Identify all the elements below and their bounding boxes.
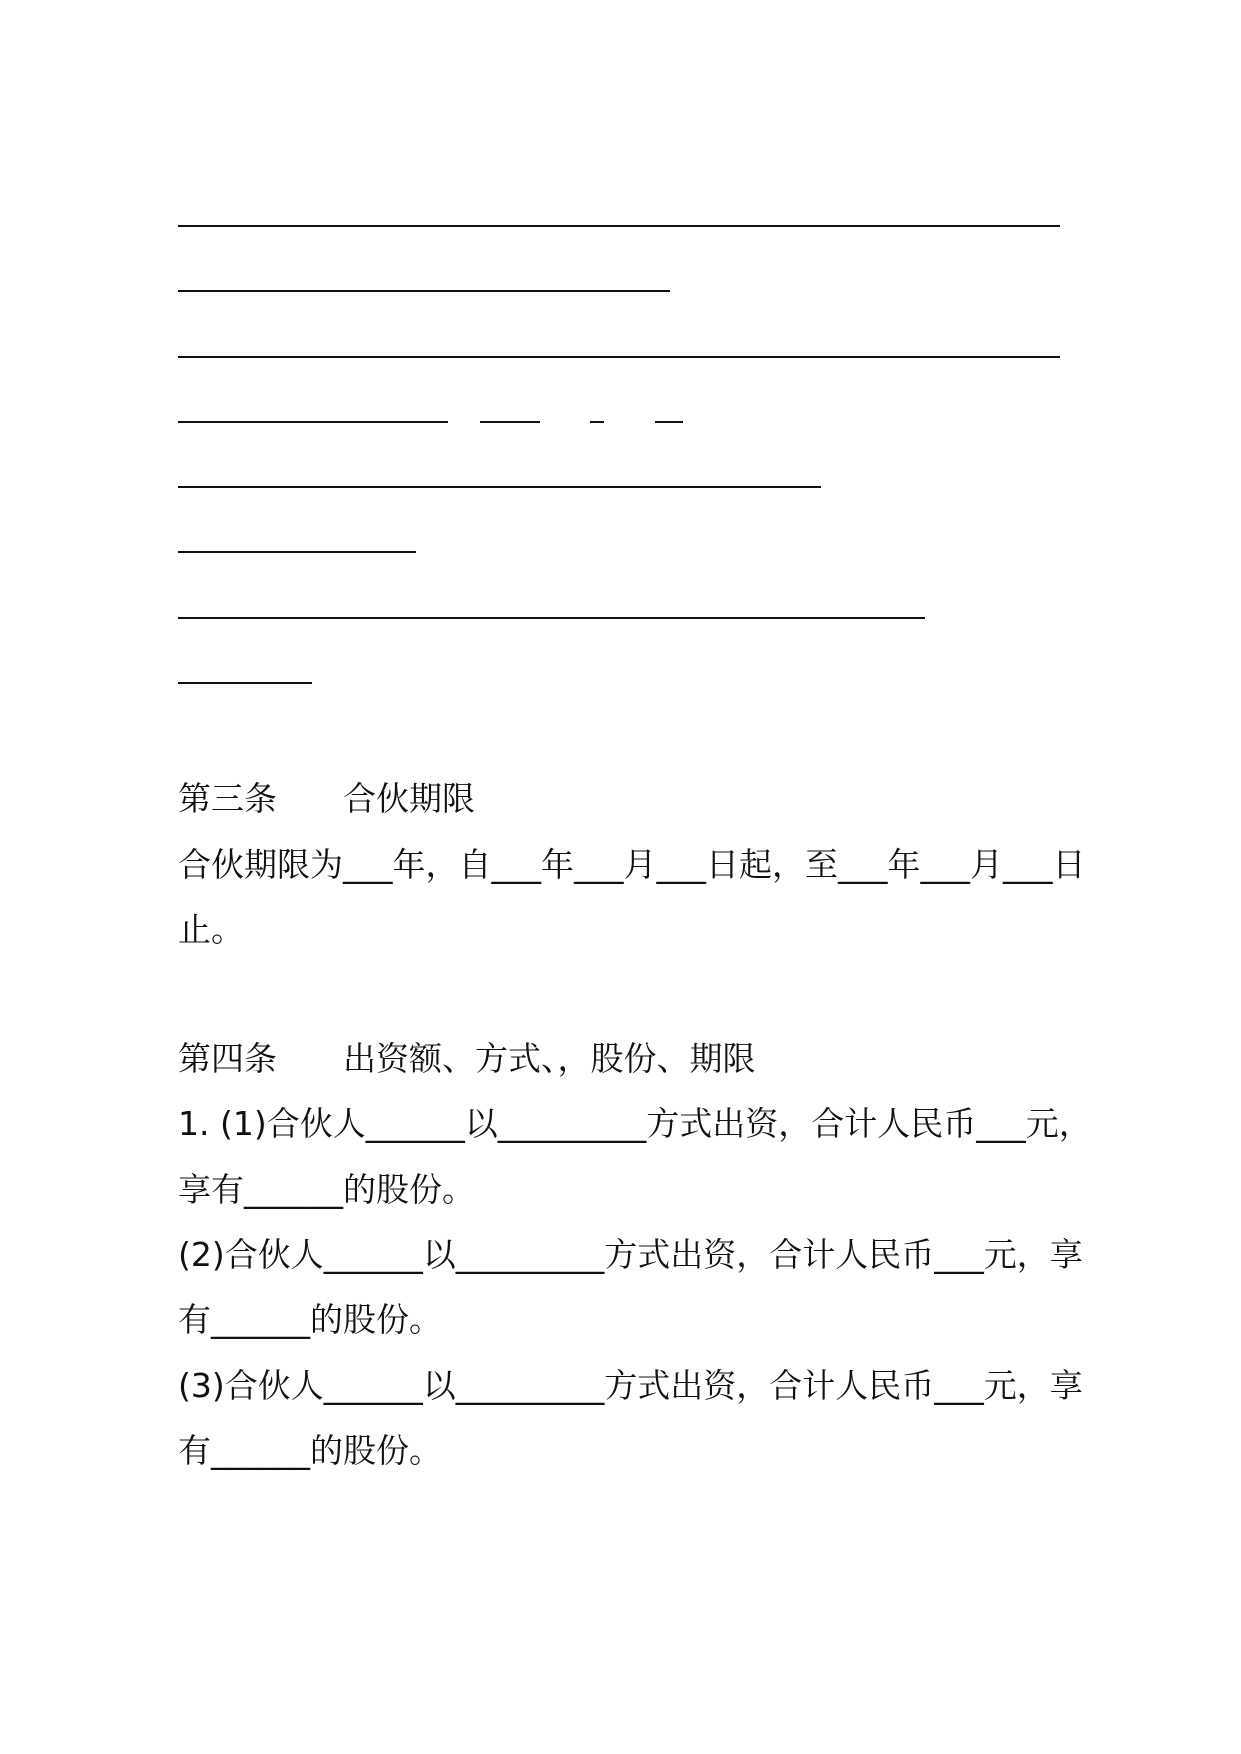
blank-line bbox=[178, 290, 670, 292]
article4-item1-line2: 享有______的股份。 bbox=[178, 1170, 475, 1209]
article3-body-line1: 合伙期限为___年，自___年___月___日起，至___年___月___日 bbox=[178, 845, 1086, 884]
article4-item1-line1: 1. (1)合伙人______以_________方式出资，合计人民币___元， bbox=[178, 1104, 1092, 1143]
article4-heading: 第四条 出资额、方式、，股份、期限 bbox=[178, 1039, 756, 1078]
blank-line bbox=[178, 486, 821, 488]
blank-line bbox=[178, 551, 416, 553]
blank-line bbox=[178, 356, 1060, 358]
article4-item3-line1: (3)合伙人______以_________方式出资，合计人民币___元，享 bbox=[178, 1366, 1083, 1405]
blank-line bbox=[590, 421, 604, 423]
blank-line bbox=[178, 225, 1060, 227]
blank-line bbox=[178, 682, 312, 684]
blank-line bbox=[480, 421, 540, 423]
article3-heading: 第三条 合伙期限 bbox=[178, 779, 475, 818]
article4-item2-line2: 有______的股份。 bbox=[178, 1300, 442, 1339]
article3-body-line2: 止。 bbox=[178, 910, 244, 949]
blank-line bbox=[178, 421, 448, 423]
article4-item2-line1: (2)合伙人______以_________方式出资，合计人民币___元，享 bbox=[178, 1235, 1083, 1274]
article4-item3-line2: 有______的股份。 bbox=[178, 1431, 442, 1470]
blank-line bbox=[178, 617, 925, 619]
blank-line bbox=[655, 421, 683, 423]
